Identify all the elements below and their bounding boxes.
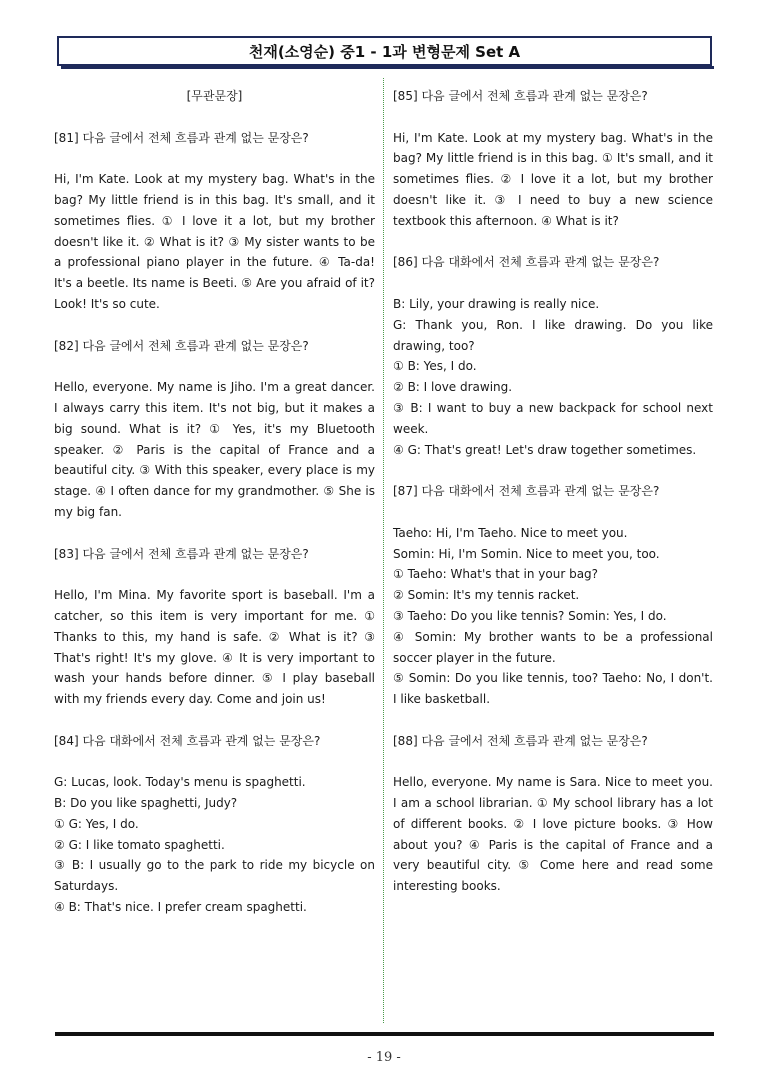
dialogue-line: ① G: Yes, I do. bbox=[54, 816, 139, 831]
column-divider bbox=[383, 78, 384, 1023]
page-title-text: 천재(소영순) 중1 - 1과 변형문제 Set A bbox=[248, 42, 521, 61]
question-85-body: Hi, I'm Kate. Look at my mystery bag. What's in the bag? My little friend is in this bag. ① It's small, and it sometimes flies. ② I love it a lot, but my brother doesn't like it. ③ I need to buy a new science textbook this afternoon. ④ What is it? bbox=[393, 130, 713, 228]
dialogue-line: ② B: I love drawing. bbox=[393, 380, 513, 395]
dialogue-line: B: Do you like spaghetti, Judy? bbox=[54, 796, 238, 811]
dialogue-line: Taeho: Hi, I'm Taeho. Nice to meet you. bbox=[393, 525, 628, 540]
dialogue-line: B: Lily, your drawing is really nice. bbox=[393, 296, 600, 311]
page-number: - 19 - bbox=[367, 1050, 401, 1065]
section-title: [무관문장] bbox=[186, 89, 243, 103]
dialogue-line: ④ G: That's great! Let's draw together sometimes. bbox=[393, 442, 697, 457]
dialogue-line: ② Somin: It's my tennis racket. bbox=[393, 588, 580, 603]
dialogue-line: Somin: Hi, I'm Somin. Nice to meet you, too. bbox=[393, 546, 660, 561]
dialogue-line: ③ B: I want to buy a new backpack for school next week. bbox=[393, 400, 713, 436]
dialogue-line: ② G: I like tomato spaghetti. bbox=[54, 837, 225, 852]
dialogue-line: ⑤ Somin: Do you like tennis, too? Taeho: No, I don't. I like basketball. bbox=[393, 671, 713, 707]
question-81-body: Hi, I'm Kate. Look at my mystery bag. What's in the bag? My little friend is in this bag. It's small, and it sometimes flies. ① I love it a lot, but my brother doesn't like it. ② What is it? ③ My sister wants to be a professional piano player in the future. ④ Ta-da! It's a beetle. Its name is Beeti. ⑤ Are you afraid of it? Look! It's so cute. bbox=[54, 172, 375, 311]
title-shadow bbox=[61, 66, 714, 69]
dialogue-line: G: Lucas, look. Today's menu is spaghetti. bbox=[54, 775, 306, 790]
dialogue-line: ④ B: That's nice. I prefer cream spaghetti. bbox=[54, 900, 307, 915]
question-81-prompt: [81] 다음 글에서 전체 흐름과 관계 없는 문장은? bbox=[54, 130, 309, 145]
question-83-prompt: [83] 다음 글에서 전체 흐름과 관계 없는 문장은? bbox=[54, 546, 309, 561]
question-84-prompt: [84] 다음 대화에서 전체 흐름과 관계 없는 문장은? bbox=[54, 733, 321, 748]
footer-rule bbox=[55, 1032, 714, 1036]
question-82-body: Hello, everyone. My name is Jiho. I'm a great dancer. I always carry this item. It's not big, but it makes a big sound. What is it? ① Yes, it's my Bluetooth speaker. ② Paris is the capital of France and a beautiful city. ③ With this speaker, every place is my stage. ④ I often dance for my grandmother. ⑤ She is my big fan. bbox=[54, 380, 375, 519]
dialogue-line: G: Thank you, Ron. I like drawing. Do you like drawing, too? bbox=[393, 317, 713, 353]
dialogue-line: ④ Somin: My brother wants to be a professional soccer player in the future. bbox=[393, 629, 713, 665]
dialogue-line: ① B: Yes, I do. bbox=[393, 359, 477, 374]
question-82-prompt: [82] 다음 글에서 전체 흐름과 관계 없는 문장은? bbox=[54, 338, 309, 353]
dialogue-line: ① Taeho: What's that in your bag? bbox=[393, 567, 599, 582]
right-column bbox=[393, 86, 713, 897]
question-87-prompt: [87] 다음 대화에서 전체 흐름과 관계 없는 문장은? bbox=[393, 484, 660, 499]
dialogue-line: ③ Taeho: Do you like tennis? Somin: Yes, I do. bbox=[393, 608, 667, 623]
dialogue-line: ③ B: I usually go to the park to ride my bicycle on Saturdays. bbox=[54, 858, 375, 894]
left-column bbox=[54, 86, 375, 918]
question-85-prompt: [85] 다음 글에서 전체 흐름과 관계 없는 문장은? bbox=[393, 89, 648, 103]
page-title bbox=[57, 36, 712, 66]
question-88-body: Hello, everyone. My name is Sara. Nice to meet you. I am a school librarian. ① My school library has a lot of different books. ② I love picture books. ③ How about you? ④ Paris is the capital of France and a very beautiful city. ⑤ Come here and read some interesting books. bbox=[393, 775, 713, 894]
question-88-prompt: [88] 다음 글에서 전체 흐름과 관계 없는 문장은? bbox=[393, 733, 648, 748]
question-86-prompt: [86] 다음 대화에서 전체 흐름과 관계 없는 문장은? bbox=[393, 255, 660, 270]
question-83-body: Hello, I'm Mina. My favorite sport is baseball. I'm a catcher, so this item is very important for me. ① Thanks to this, my hand is safe. ② What is it? ③ That's right! It's my glove. ④ It is very important to wash your hands before dinner. ⑤ I play baseball with my friends every day. Come and join us! bbox=[54, 588, 375, 707]
